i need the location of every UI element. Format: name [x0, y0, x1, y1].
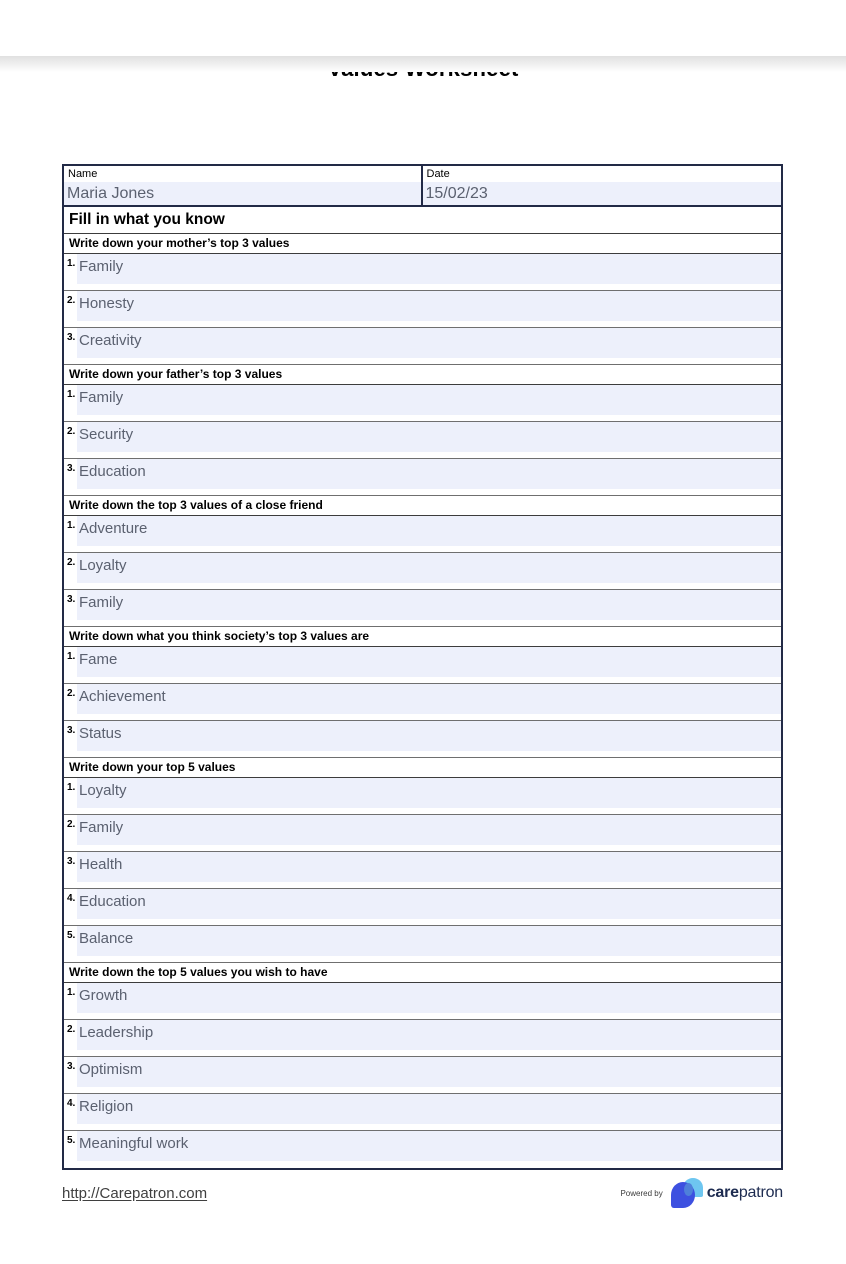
answer-row [64, 1020, 781, 1057]
name-cell [64, 166, 423, 205]
answer-row [64, 516, 781, 553]
answer-row [64, 385, 781, 422]
answer-field[interactable]: Adventure [77, 516, 781, 546]
answer-number: 1. [67, 782, 76, 793]
answer-field[interactable]: Family [77, 590, 781, 620]
answer-number: 2. [67, 688, 76, 699]
answer-number: 2. [67, 819, 76, 830]
sections-container [64, 234, 781, 1168]
answer-row [64, 291, 781, 328]
answer-field[interactable]: Security [77, 422, 781, 452]
answer-field[interactable]: Growth [77, 983, 781, 1013]
answer-row [64, 1057, 781, 1094]
section-heading: Write down the top 3 values of a close friend [64, 496, 781, 516]
answer-row [64, 459, 781, 496]
wordmark-patron: patron [738, 1184, 783, 1201]
answer-number: 1. [67, 258, 76, 269]
date-cell [423, 166, 782, 205]
answer-field[interactable]: Health [77, 852, 781, 882]
date-input[interactable]: 15/02/23 [423, 182, 782, 205]
name-label: Name [68, 168, 98, 180]
answer-number: 1. [67, 389, 76, 400]
footer [62, 1178, 783, 1208]
answer-row [64, 889, 781, 926]
answer-field[interactable]: Creativity [77, 328, 781, 358]
answer-number: 2. [67, 426, 76, 437]
answer-field[interactable]: Loyalty [77, 553, 781, 583]
answer-number: 4. [67, 1098, 76, 1109]
answer-number: 4. [67, 893, 76, 904]
answer-field[interactable]: Loyalty [77, 778, 781, 808]
logo-bubble-overlap-icon [684, 1183, 693, 1196]
answer-number: 2. [67, 1024, 76, 1035]
section-heading: Write down the top 5 values you wish to have [64, 963, 781, 983]
answer-row [64, 1131, 781, 1168]
answer-number: 3. [67, 1061, 76, 1072]
section-heading: Write down what you think society’s top 3 values are [64, 627, 781, 647]
answer-row [64, 778, 781, 815]
answer-row [64, 983, 781, 1020]
carepatron-wordmark [707, 1184, 783, 1202]
answer-field[interactable]: Optimism [77, 1057, 781, 1087]
instruction-heading: Fill in what you know [64, 207, 781, 234]
answer-row [64, 254, 781, 291]
name-input[interactable]: Maria Jones [64, 182, 421, 205]
carepatron-link[interactable]: http://Carepatron.com [62, 1184, 208, 1202]
answer-field[interactable]: Leadership [77, 1020, 781, 1050]
answer-field[interactable]: Religion [77, 1094, 781, 1124]
section-heading: Write down your mother’s top 3 values [64, 234, 781, 254]
answer-number: 3. [67, 856, 76, 867]
answer-row [64, 328, 781, 365]
answer-number: 1. [67, 520, 76, 531]
answer-row [64, 815, 781, 852]
answer-number: 2. [67, 295, 76, 306]
powered-by-label: Powered by [620, 1188, 663, 1198]
answer-row [64, 553, 781, 590]
worksheet-table [62, 164, 783, 1170]
answer-row [64, 422, 781, 459]
answer-field[interactable]: Status [77, 721, 781, 751]
answer-row [64, 852, 781, 889]
section-heading: Write down your father’s top 3 values [64, 365, 781, 385]
answer-field[interactable]: Meaningful work [77, 1131, 781, 1161]
answer-row [64, 721, 781, 758]
answer-field[interactable]: Education [77, 889, 781, 919]
carepatron-logo-icon [671, 1178, 704, 1208]
section-heading: Write down your top 5 values [64, 758, 781, 778]
answer-row [64, 647, 781, 684]
answer-number: 1. [67, 987, 76, 998]
answer-row [64, 1094, 781, 1131]
answer-number: 3. [67, 725, 76, 736]
name-date-row [64, 166, 781, 207]
answer-number: 3. [67, 594, 76, 605]
answer-field[interactable]: Achievement [77, 684, 781, 714]
answer-row [64, 590, 781, 627]
wordmark-care: care [706, 1184, 739, 1201]
answer-field[interactable]: Family [77, 815, 781, 845]
answer-field[interactable]: Balance [77, 926, 781, 956]
answer-number: 5. [67, 930, 76, 941]
answer-number: 3. [67, 463, 76, 474]
date-label: Date [426, 168, 450, 180]
answer-row [64, 684, 781, 721]
answer-field[interactable]: Family [77, 385, 781, 415]
answer-number: 5. [67, 1135, 76, 1146]
answer-number: 2. [67, 557, 76, 568]
answer-field[interactable]: Fame [77, 647, 781, 677]
answer-field[interactable]: Honesty [77, 291, 781, 321]
answer-field[interactable]: Education [77, 459, 781, 489]
answer-row [64, 926, 781, 963]
answer-number: 3. [67, 332, 76, 343]
answer-number: 1. [67, 651, 76, 662]
powered-by-block [620, 1178, 783, 1208]
top-shadow-fade [0, 56, 846, 72]
answer-field[interactable]: Family [77, 254, 781, 284]
